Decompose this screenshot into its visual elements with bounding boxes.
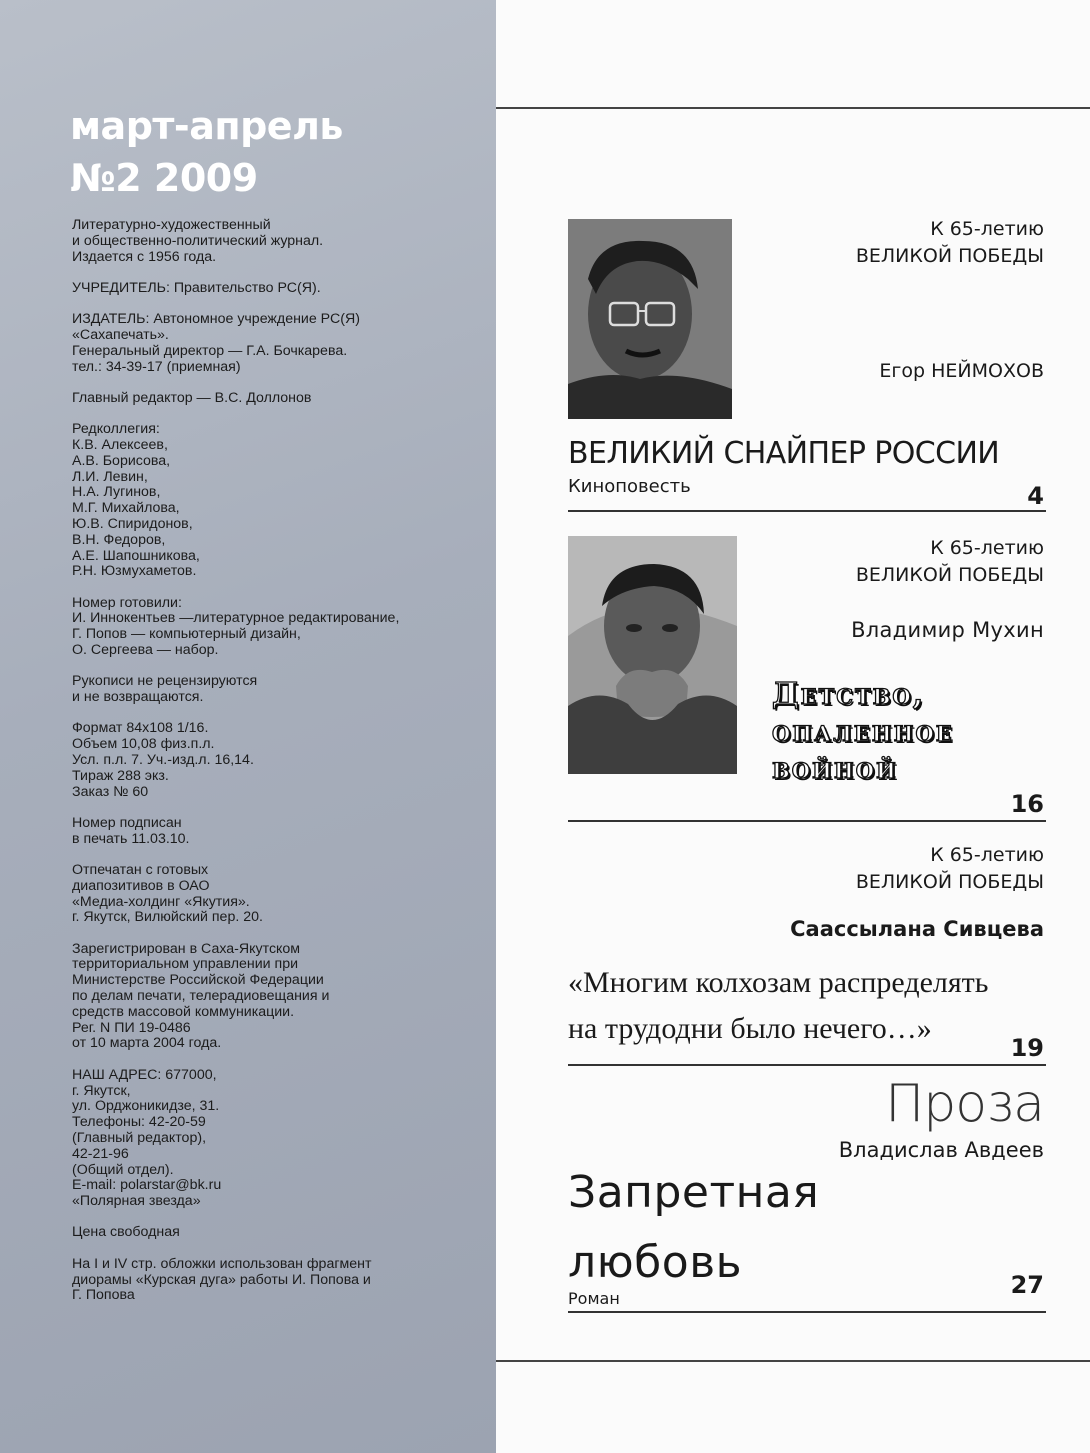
bottom-rule [496, 1360, 1090, 1362]
rubric-e1 [856, 216, 1044, 270]
colophon-paragraph: На I и IV стр. обложки использован фрагмент диорамы «Курская дуга» работы И. Попова и Г. Попова [72, 1255, 372, 1304]
rubric-line: ВЕЛИКОЙ ПОБЕДЫ [855, 245, 1044, 267]
title-e3[interactable] [568, 960, 988, 1052]
colophon-paragraph: Отпечатан с готовых диапозитивов в ОАО «Медиа-холдинг «Якутия». г. Якутск, Вилюйский пер. 20. [72, 862, 263, 926]
entry-separator [568, 820, 1046, 822]
genre-e1: Киноповесть [568, 476, 691, 497]
title-line: на трудодни было нечего…» [568, 1012, 932, 1045]
rubric-e2 [856, 535, 1044, 589]
colophon-paragraph: НАШ АДРЕС: 677000, г. Якутск, ул. Орджоникидзе, 31. Телефоны: 42-20-59 (Главный редактор), 42-21-96 (Общий отдел). E-mail: polarstar@bk.ru «Полярная звезда» [72, 1066, 222, 1210]
author-e2: Владимир Мухин [851, 618, 1044, 642]
genre-e4: Роман [568, 1289, 620, 1308]
entry-separator [568, 1311, 1046, 1313]
rubric-line: К 65-летию [930, 844, 1044, 866]
title-line: «Многим колхозам распределять [568, 966, 989, 999]
rubric-line: К 65-летию [930, 537, 1044, 559]
section-title-prose: Проза [885, 1074, 1044, 1134]
author-e1: Егор НЕЙМОХОВ [879, 360, 1044, 382]
colophon-paragraph: Номер подписан в печать 11.03.10. [72, 814, 190, 847]
page-number-e3[interactable]: 19 [1010, 1034, 1044, 1062]
colophon [72, 218, 482, 1320]
masthead-panel [0, 0, 496, 1453]
colophon-paragraph: Редколлегия: К.В. Алексеев, А.В. Борисова, Л.И. Левин, Н.А. Лугинов, М.Г. Михайлова, Ю.В. Спиридонов, В.Н. Федоров, А.Е. Шапошникова, Р.Н. Юзмухаметов. [72, 421, 200, 580]
title-line: любовь [568, 1237, 743, 1288]
colophon-paragraph: Номер готовили: И. Иннокентьев —литературное редактирование, Г. Попов — компьютерный дизайн, О. Сергеева — набор. [72, 594, 400, 659]
title-e4[interactable] [568, 1158, 819, 1298]
title-line: войной [772, 751, 898, 786]
title-line: опаленное [772, 714, 954, 749]
colophon-paragraph: УЧРЕДИТЕЛЬ: Правительство РС(Я). [72, 279, 321, 296]
colophon-paragraph: Зарегистрирован в Саха-Якутском территориальном управлении при Министерстве Российской Федерации по делам печати, телерадиовещания и средств массовой коммуникации. Рег. N ПИ 19-0486 от 10 марта 2004 года. [72, 940, 330, 1052]
page-number-e2[interactable]: 16 [1010, 790, 1044, 818]
rubric-e3 [856, 842, 1044, 896]
colophon-paragraph: Главный редактор — В.С. Доллонов [72, 389, 312, 406]
page-number-e1[interactable]: 4 [1027, 482, 1044, 510]
title-line: Детство, [772, 677, 926, 712]
rubric-line: ВЕЛИКОЙ ПОБЕДЫ [855, 564, 1044, 586]
author-e4: Владислав Авдеев [838, 1138, 1044, 1162]
colophon-paragraph: Литературно-художественный и общественно-политический журнал. Издается с 1956 года. [72, 217, 324, 265]
colophon-paragraph: ИЗДАТЕЛЬ: Автономное учреждение РС(Я) «Сахапечать». Генеральный директор — Г.А. Бочкарева. тел.: 34-39-17 (приемная) [72, 311, 360, 375]
page-number-e4[interactable]: 27 [1010, 1271, 1044, 1299]
rubric-line: ВЕЛИКОЙ ПОБЕДЫ [855, 871, 1044, 893]
entry-separator [568, 510, 1046, 512]
issue-months: март-апрель [70, 104, 343, 148]
colophon-paragraph: Цена свободная [72, 1224, 180, 1241]
title-e2[interactable] [772, 676, 954, 787]
entry-separator [568, 1064, 1046, 1066]
author-photo-mukhin [568, 536, 737, 774]
issue-number: №2 2009 [70, 156, 258, 200]
author-photo-neymokhov [568, 219, 732, 419]
colophon-paragraph: Рукописи не рецензируются и не возвращаются. [72, 673, 258, 706]
title-e1[interactable]: ВЕЛИКИЙ СНАЙПЕР РОССИИ [568, 436, 1000, 471]
top-rule [496, 107, 1090, 109]
issue-title [70, 100, 343, 204]
author-e3: Саассылана Сивцева [790, 917, 1044, 941]
colophon-paragraph: Формат 84х108 1/16. Объем 10,08 физ.п.л. Усл. п.л. 7. Уч.-изд.л. 16,14. Тираж 288 экз. Заказ № 60 [72, 720, 254, 800]
rubric-line: К 65-летию [930, 218, 1044, 240]
title-line: Запретная [568, 1167, 820, 1218]
